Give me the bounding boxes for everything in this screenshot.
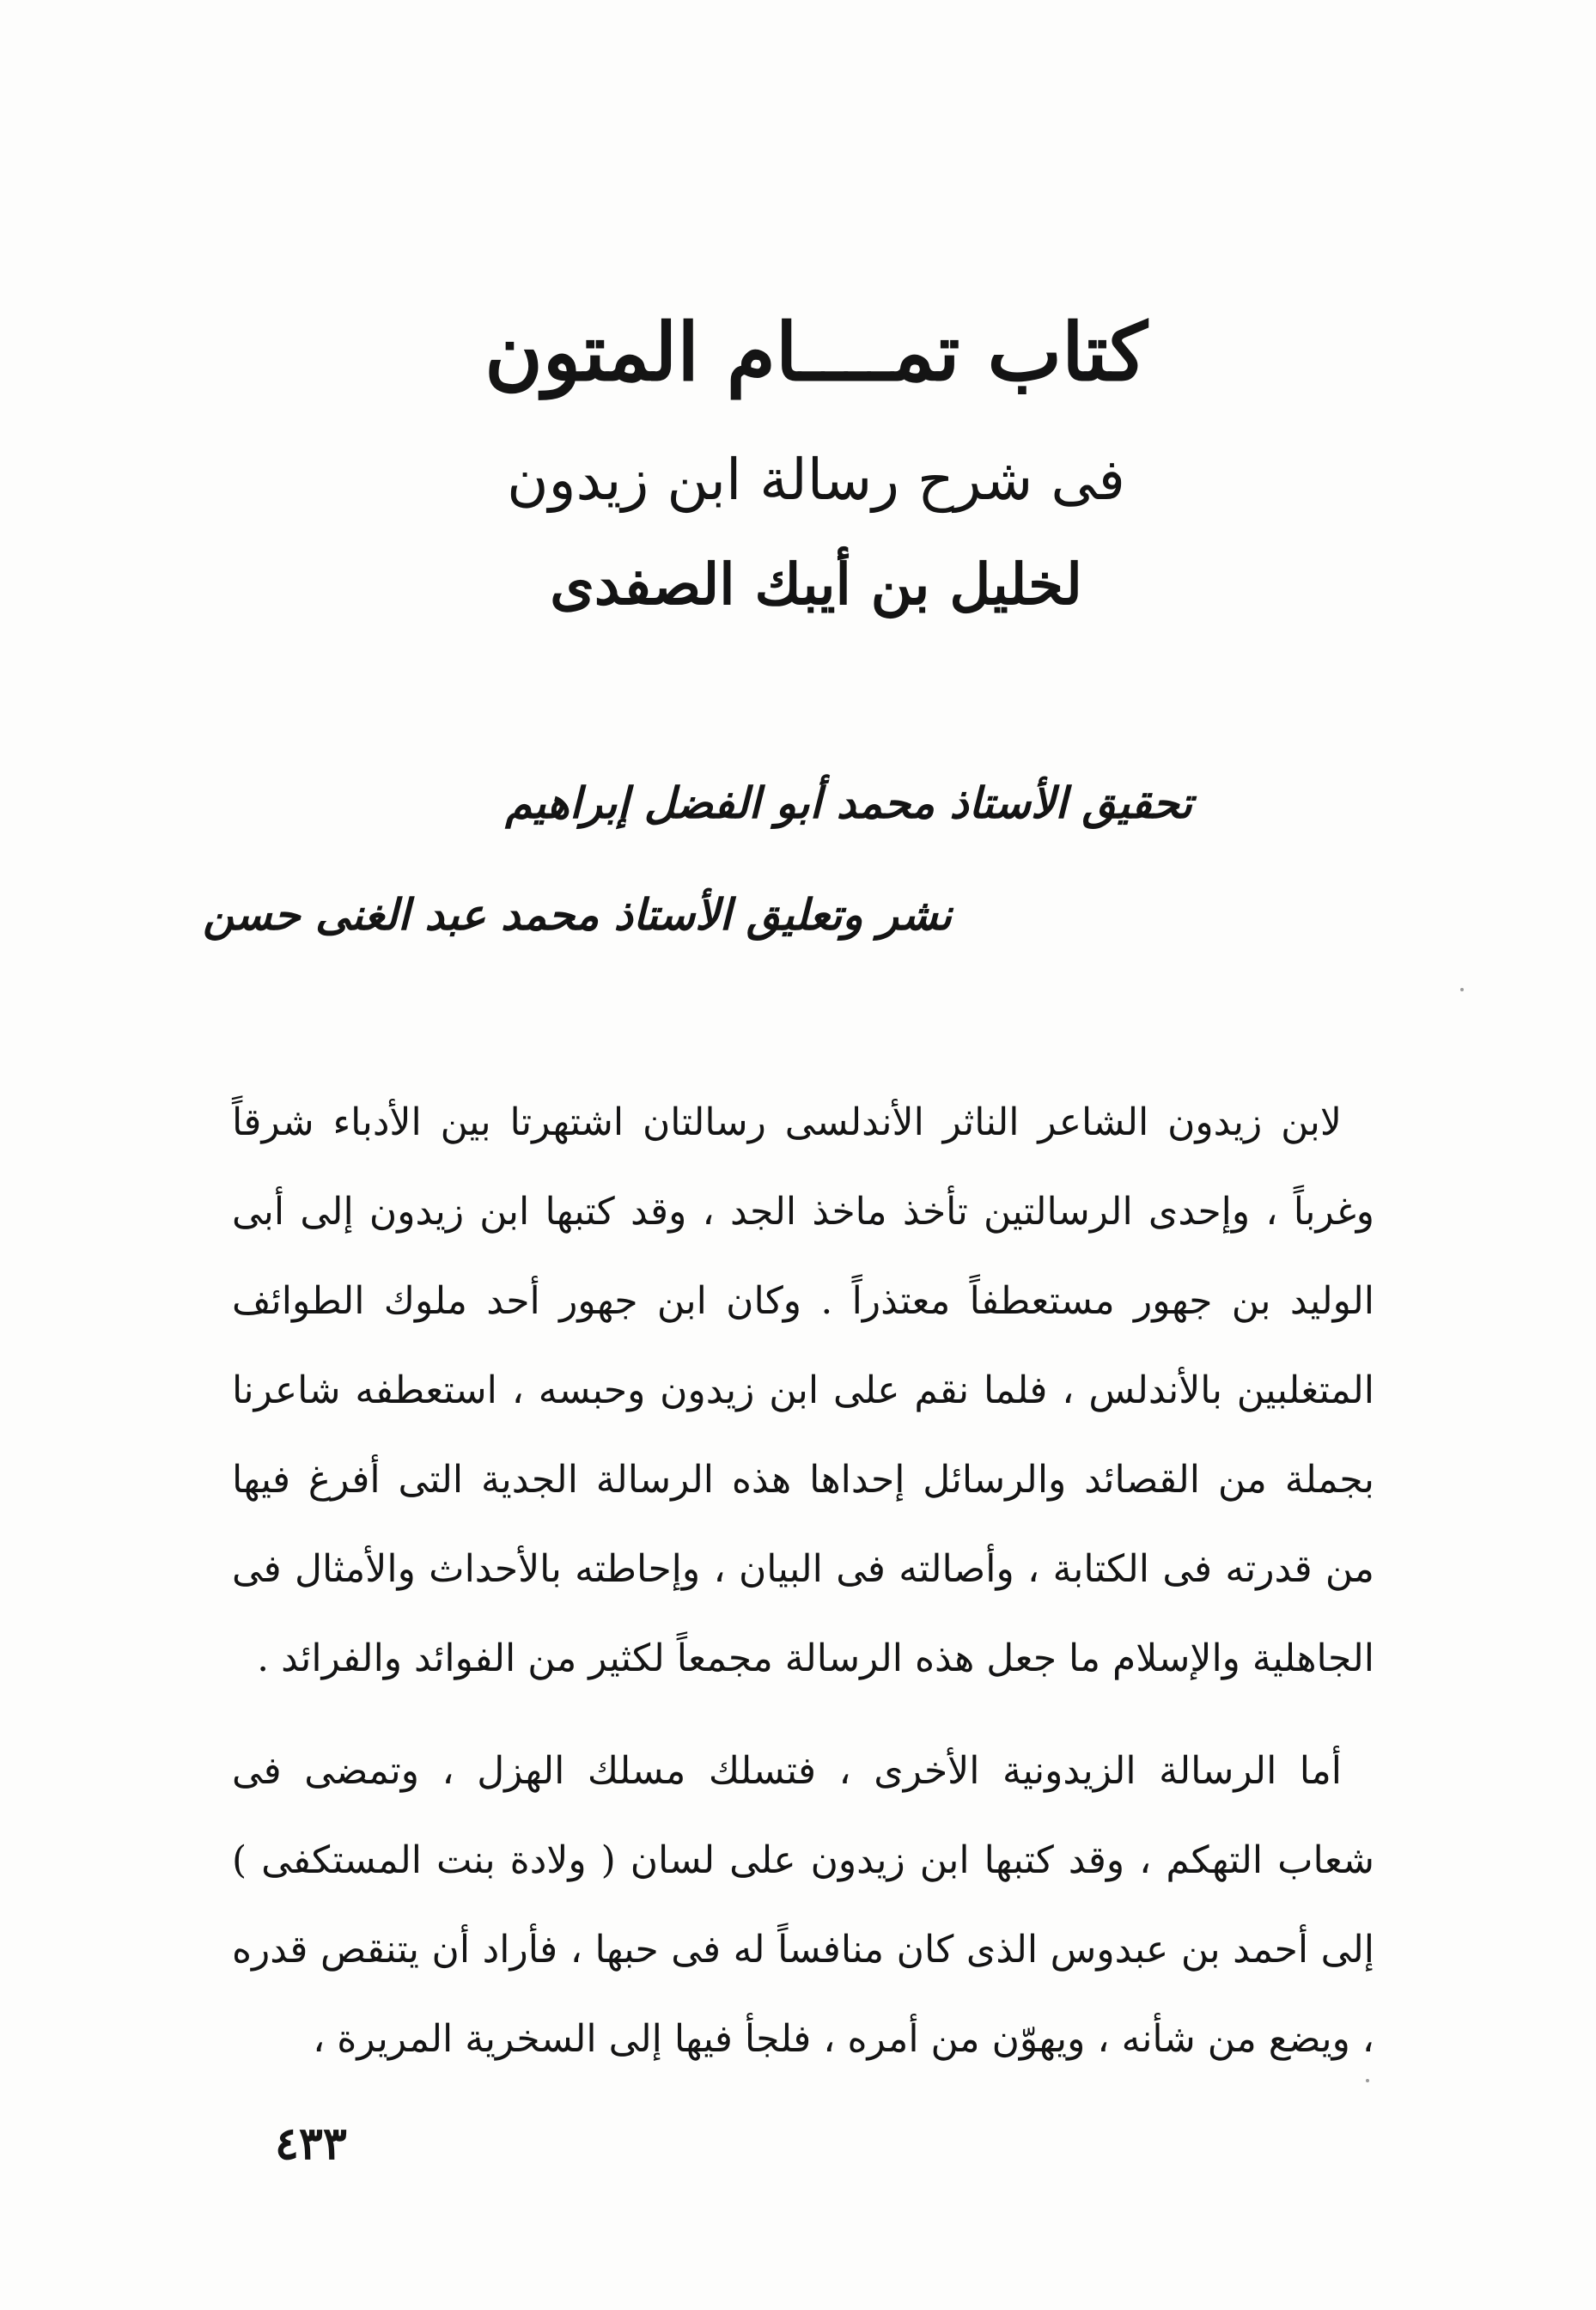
page-number: ٤٣٣ (275, 2118, 347, 2170)
title-block (258, 306, 1374, 618)
book-subtitle: فى شرح رسالة ابن زيدون (507, 447, 1125, 514)
publisher-credit: نشر وتعليق الأستاذ محمد عبد الغنى حسن (203, 889, 952, 940)
book-title: كتاب تمــــام المتون (484, 306, 1148, 399)
scan-speck (1366, 2079, 1369, 2082)
scan-speck (1460, 988, 1464, 991)
editor-credit: تحقيق الأستاذ محمد أبو الفضل إبراهيم (505, 777, 1192, 828)
author-name: لخليل بن أيبك الصفدى (550, 550, 1082, 618)
body-paragraph-2: أما الرسالة الزيدونية الأخرى ، فتسلك مسلك الهزل ، وتمضى فى شعاب التهكم ، وقد كتبها ابن زيدون على لسان ( ولادة بنت المستكفى ) إلى أحمد بن عبدوس الذى كان منافساً له فى حبها ، فأراد أن يتنقص قدره ، ويضع من شأنه ، ويهوّن من أمره ، فلجأ فيها إلى السخرية المريرة ، (232, 1749, 1374, 2061)
body-paragraph-1: لابن زيدون الشاعر الناثر الأندلسى رسالتان اشتهرتا بين الأدباء شرقاً وغرباً ، وإحدى الرسالتين تأخذ ماخذ الجد ، وقد كتبها ابن زيدون إلى أبى الوليد بن جهور مستعطفاً معتذراً . وكان ابن جهور أحد ملوك الطوائف المتغلبين بالأندلس ، فلما نقم على ابن زيدون وحبسه ، استعطفه شاعرنا بجملة من القصائد والرسائل إحداها هذه الرسالة الجدية التى أفرغ فيها من قدرته فى الكتابة ، وأصالته فى البيان ، وإحاطته بالأحداث والأمثال فى الجاهلية والإسلام ما جعل هذه الرسالة مجمعاً لكثير من الفوائد والفرائد . (232, 1100, 1374, 1680)
